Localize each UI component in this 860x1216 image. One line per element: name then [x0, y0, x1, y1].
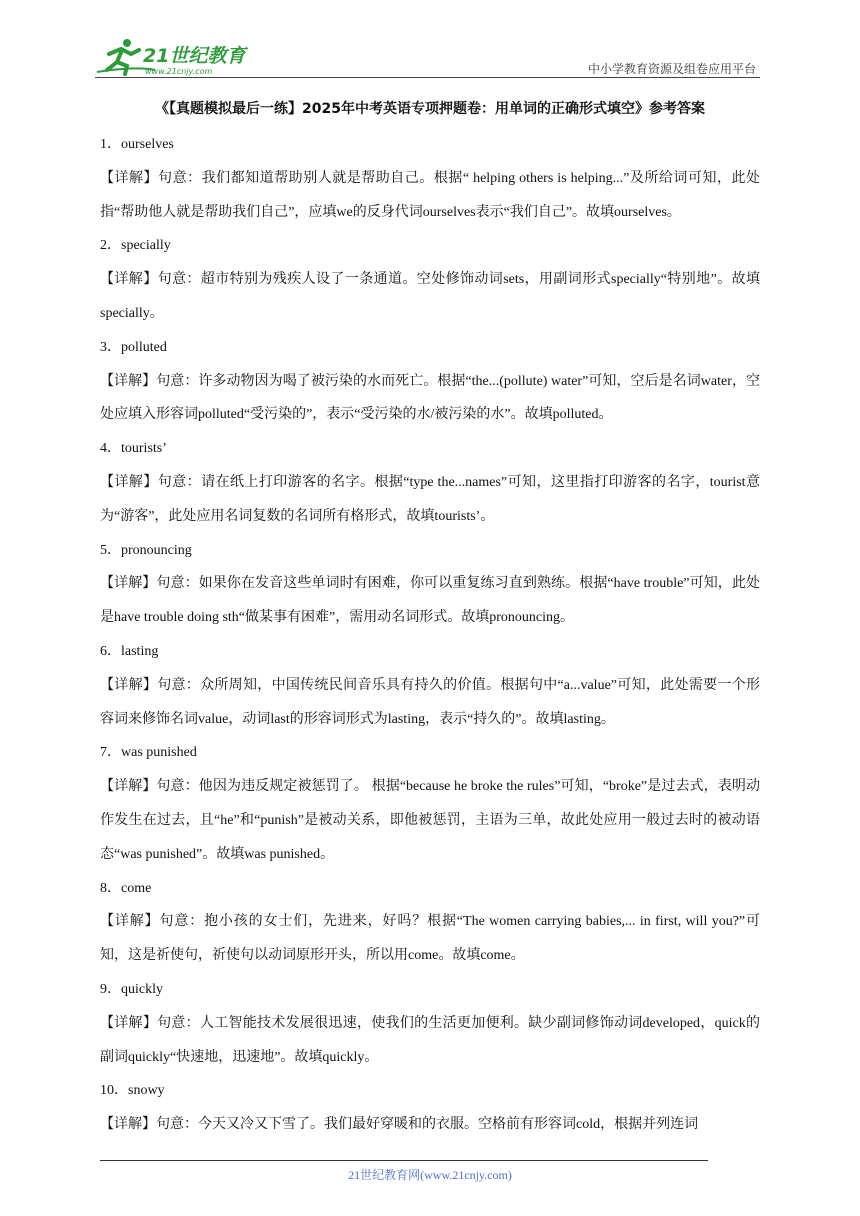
- svg-text:www.21cnjy.com: www.21cnjy.com: [145, 67, 213, 76]
- explanation-text: 【详解】句意：人工智能技术发展很迅速，使我们的生活更加便利。缺少副词修饰动词developed，quick的副词quickly“快速地，迅速地”。故填quickly。: [100, 1015, 760, 1065]
- logo-21cnjy: [95, 36, 265, 76]
- page-header: [95, 30, 760, 80]
- answer-text: 1．ourselves: [100, 137, 174, 152]
- answer-text: 3．polluted: [100, 339, 167, 355]
- explanation-text: 【详解】句意：他因为违反规定被惩罚了。 根据“because he broke the rules”可知，“broke”是过去式，表明动作发生在过去，且“he”和“punish”是被动关系，即他被惩罚，主语为三单，故此处应用一般过去时的被动语态“was punished”。故填was punished。: [100, 779, 760, 862]
- answer-text: 10．snowy: [100, 1083, 165, 1099]
- answer-item: [100, 872, 760, 973]
- explanation-text: 【详解】句意：如果你在发音这些单词时有困难，你可以重复练习直到熟练。根据“have trouble”可知，此处是have trouble doing sth“做某事有困难”，需用动名词形式。故填pronouncing。: [100, 576, 760, 626]
- answer-item: [100, 128, 760, 229]
- answer-item: [100, 331, 760, 432]
- answer-list: [100, 128, 760, 1142]
- svg-text:21世纪教育: 21世纪教育: [143, 45, 246, 67]
- explanation-text: 【详解】句意：抱小孩的女士们，先进来，好吗？根据“The women carrying babies,... in first, will you?”可知，这是祈使句，祈使句以动词原形开头，所以用come。故填come。: [100, 914, 760, 964]
- answer-item: [100, 635, 760, 736]
- answer-text: 8．come: [100, 880, 152, 896]
- explanation-text: 【详解】句意：超市特别为残疾人设了一条通道。空处修饰动词sets，用副词形式specially“特别地”。故填specially。: [100, 272, 760, 321]
- explanation-text: 【详解】句意：请在纸上打印游客的名字。根据“type the...names”可知，这里指打印游客的名字，tourist意为“游客”，此处应用名词复数的名词所有格形式，故填tourists’。: [100, 474, 760, 524]
- platform-name: 中小学教育资源及组卷应用平台: [587, 62, 756, 76]
- explanation-text: 【详解】句意：众所周知，中国传统民间音乐具有持久的价值。根据句中“a...value”可知，此处需要一个形容词来修饰名词value，动词last的形容词形式为lasting，表示“持久的”。故填lasting。: [100, 677, 760, 727]
- answer-text: 6．lasting: [100, 643, 159, 659]
- answer-text: 2．specially: [100, 238, 171, 254]
- explanation-text: 【详解】句意：许多动物因为喝了被污染的水而死亡。根据“the...(pollute) water”可知，空后是名词water，空处应填入形容词polluted“受污染的”，表示“受污染的水/被污染的水”。故填polluted。: [100, 373, 760, 423]
- explanation-text: 【详解】句意：我们都知道帮助别人就是帮助自己。根据“ helping others is helping...”及所给词可知，此处指“帮助他人就是帮助我们自己”，应填we的反身代词ourselves表示“我们自己”。故填ourselves。: [100, 170, 760, 220]
- answer-item: [100, 229, 760, 330]
- header-divider: [95, 77, 760, 78]
- answer-item: [100, 973, 760, 1074]
- answer-text: 7．was punished: [100, 745, 197, 761]
- footer-text: 21世纪教育网(www.21cnjy.com): [348, 1168, 512, 1182]
- answer-item: [100, 1074, 760, 1142]
- document-title: 《【真题模拟最后一练】2025年中考英语专项押题卷：用单词的正确形式填空》参考答案: [155, 101, 705, 117]
- answer-item: [100, 534, 760, 635]
- explanation-text: 【详解】句意：今天又冷又下雪了。我们最好穿暖和的衣服。空格前有形容词cold，根据并列连词: [100, 1117, 699, 1133]
- footer-divider: [100, 1160, 708, 1161]
- answer-text: 4．tourists’: [100, 441, 167, 457]
- answer-text: 5．pronouncing: [100, 542, 192, 558]
- answer-text: 9．quickly: [100, 981, 163, 997]
- answer-item: [100, 432, 760, 533]
- answer-item: [100, 736, 760, 871]
